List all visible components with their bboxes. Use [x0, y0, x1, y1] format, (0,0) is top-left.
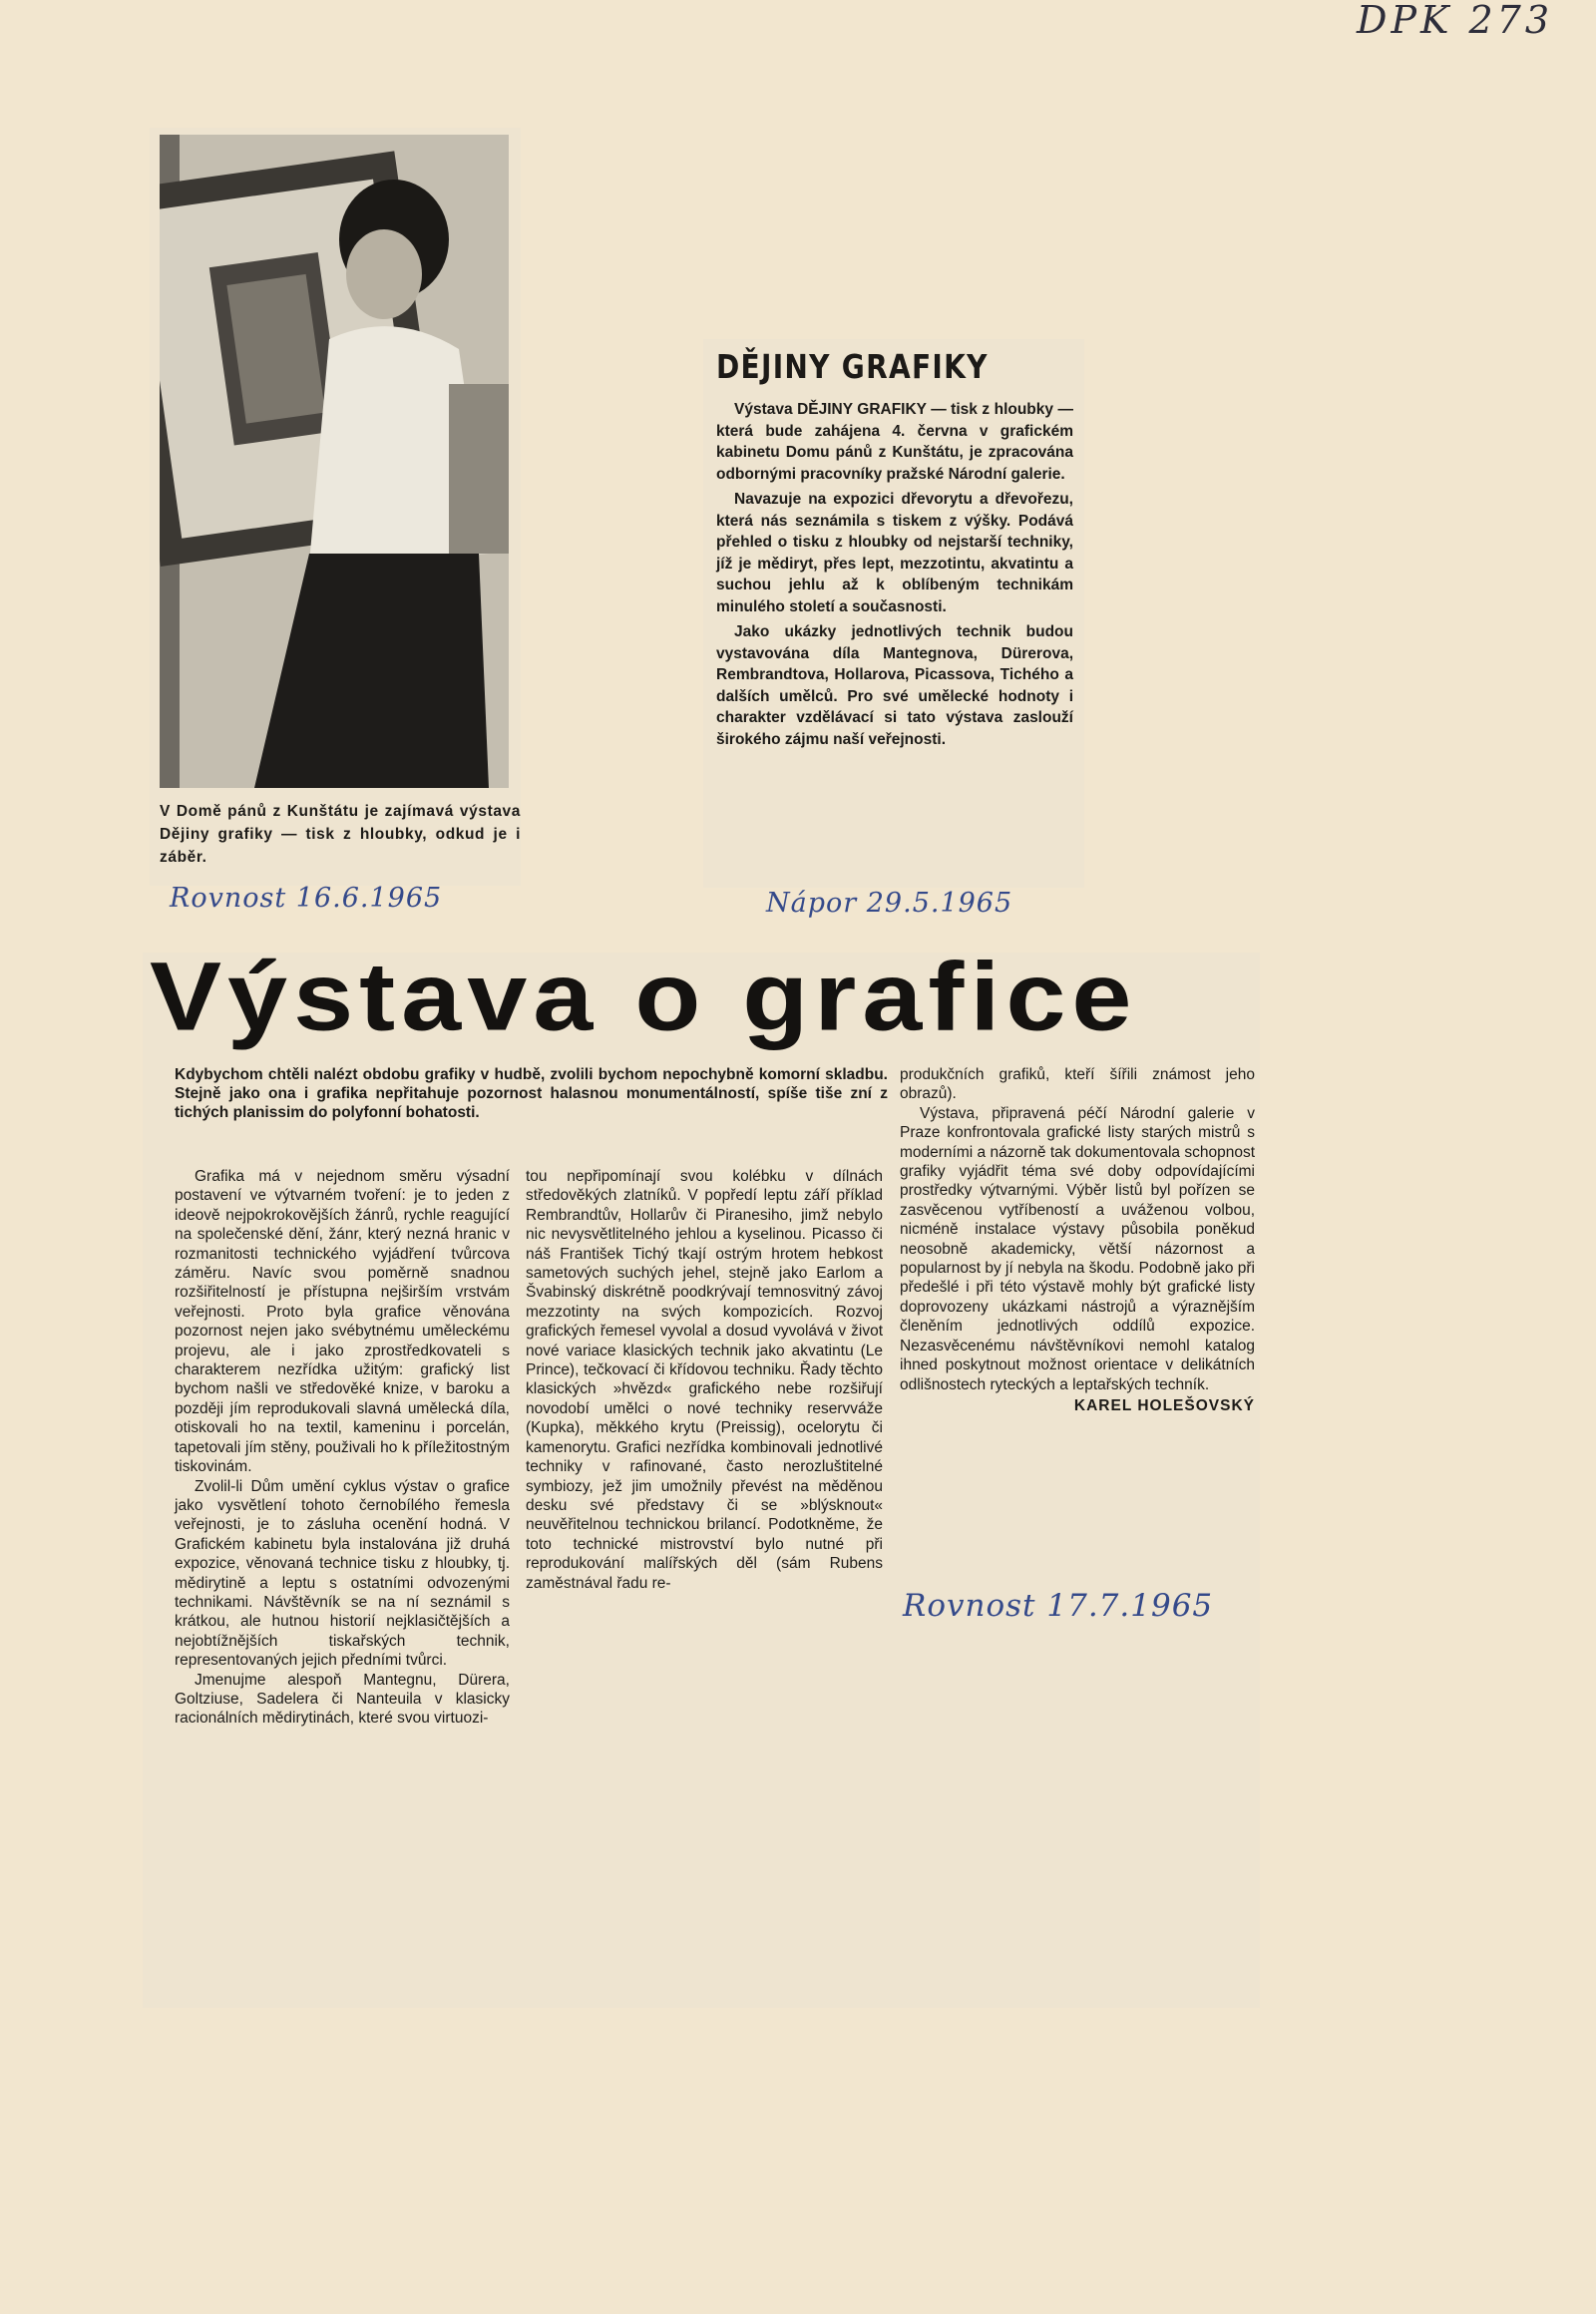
short-article-body	[716, 399, 1073, 754]
photo-illustration	[160, 135, 509, 788]
main-article-column-3	[900, 1065, 1255, 1415]
archive-mark: DPK 273	[1357, 0, 1554, 42]
exhibition-photo	[160, 135, 509, 788]
short-article-source-note: Nápor 29.5.1965	[766, 888, 1013, 919]
column-paragraph: Jmenujme alespoň Mantegnu, Dürera, Goltziuse, Sadelera či Nanteuila v klasicky racionálních mědirytinách, které svou virtuozi-	[175, 1671, 510, 1728]
short-article-title: DĚJINY GRAFIKY	[716, 347, 989, 386]
main-article-source-note: Rovnost 17.7.1965	[903, 1588, 1214, 1624]
column-paragraph: Grafika má v nejednom směru výsadní postavení ve výtvarném tvoření: je to jeden z ideově nejpokrokovějších žánrů, rychle reagující na společenské dění, žánr, který nezná hranic v rozmanitosti technického vyjádření tvůrcova záměru. Navíc svou poměrně snadnou rozšiřitelností je přístupna nejširším vrstvám veřejnosti. Proto byla grafice věnována pozornost nejen jako svébytnému uměleckému projevu, ale i jako zprostředkovateli s charakterem nezřídka užitým: grafický list bychom našli ve středověké knize, v baroku a později jím reprodukovali slavná umělecká díla, otiskovali ho na textil, kameninu i porcelán, tapetovali jím stěny, použivali ho k příležitostným tiskovinám.	[175, 1168, 510, 1476]
photo-caption: V Domě pánů z Kunštátu je zajímavá výstava Dějiny grafiky — tisk z hloubky, odkud je i záběr.	[160, 803, 521, 866]
column-paragraph: produkčních grafiků, kteří šířili známost jeho obrazů).	[900, 1066, 1255, 1103]
photo-source-note: Rovnost 16.6.1965	[170, 883, 443, 914]
short-article-paragraph: Jako ukázky jednotlivých technik budou vystavována díla Mantegnova, Dürerova, Rembrandtova, Hollarova, Picassova, Tichého a dalších umělců. Pro své umělecké hodnoty i charakter vzdělávací si tato výstava zaslouží širokého zájmu naší veřejnosti.	[716, 623, 1073, 748]
column-paragraph: tou nepřipomínají svou kolébku v dílnách středověkých zlatníků. V popředí leptu září příklad Rembrandtův, Hollarův či Piranesiho, jimž nebylo nic nevysvětlitelného jehlou a kyselinou. Picasso či náš František Tichý tkají ostrým hrotem hebkost sametových suchých jehel, stejně jako Earlom a Švabinský diskrétně poodkrývají temnosvitný závoj mezzotinty na svých kompozicích. Rozvoj grafických řemesel vyvolal a dosud vyvolává v život nové variace klasických technik jako akvatintu (Le Prince), tečkovací či křídovou techniku. Řady těchto klasických »hvězd« grafického nebe rozšiřují novodobí umělci o nové techniky reservváže (Kupka), měkkého krytu (Preissig), ocelorytu či kamenorytu. Grafici nezřídka kombinovali jednotlivé techniky v rafinované, často nerozluštitelné symbiozy, jež jim umožnily převést na měděnou desku své představy či se »blýsknout« neuvěřitelnou technickou brilancí. Podotkněme, že toto technické mistrovství bylo nutné při reprodukování malířských děl (sám Rubens zaměstnával řadu re-	[526, 1168, 883, 1592]
main-article-title: Výstava o grafice	[150, 942, 1138, 1050]
main-article-column-2	[526, 1167, 883, 1593]
main-article-lead: Kdybychom chtěli nalézt obdobu grafiky v hudbě, zvolili bychom nepochybně komorní skladbu. Stejně jako ona i grafika nepřitahuje pozornost halasnou monumentálností, spíše tiše zní z tichých planissim do polyfonní bohatosti.	[175, 1066, 888, 1121]
short-article-paragraph: Výstava DĚJINY GRAFIKY — tisk z hloubky — která bude zahájena 4. června v grafickém kabinetu Domu pánů z Kunštátu, je zpracována odbornými pracovníky pražské Národní galerie.	[716, 401, 1073, 483]
column-paragraph: Zvolil-li Dům umění cyklus výstav o grafice jako vysvětlení tohoto černobílého řemesla veřejnosti, je to zásluha ocenění hodná. V Grafickém kabinetu byla instalována již druhá expozice, věnovaná technice tisku z hloubky, tj. mědirytině a leptu s ostatními odvozenými technikami. Návštěvník se na ní seznámil s krátkou, ale hutnou historií nejklasičtějších a nejobtížnějších tiskařských technik, representovaných jejich předními tvůrci.	[175, 1477, 510, 1670]
column-paragraph: Výstava, připravená péčí Národní galerie v Praze konfrontovala grafické listy starých mistrů s moderními a názorně tak dokumentovala schopnost grafiky vyjádřit téma své doby odpovídajícími prostředky výtvarnými. Výběr listů byl pořízen se zasvěcenou vytříbeností a uváženou volbou, nicméně instalace výstavy působila poněkud neosobně akademicky, větší názornost a popularnost by jí nebyla na škodu. Podobně jako při předešlé i při této výstavě mohly být grafické listy doprovozeny ukázkami nástrojů a výraznějším členěním jednotlivých oddílů expozice. Nezasvěcenému návštěvníkovi nemohl katalog ihned poskytnout možnost orientace v delikátních odlišnostech ryteckých a leptařských techník.	[900, 1104, 1255, 1393]
short-article-paragraph: Navazuje na expozici dřevorytu a dřevořezu, která nás seznámila s tiskem z výšky. Podává přehled o tisku z hloubky od nejstarší techniky, jíž je mědiryt, přes lept, mezzotintu, akvatintu a suchou jehlu až k oblíbeným technikám minulého století a současnosti.	[716, 491, 1073, 615]
main-article-author: KAREL HOLEŠOVSKÝ	[1073, 1396, 1255, 1414]
main-article-column-1	[175, 1167, 510, 1729]
